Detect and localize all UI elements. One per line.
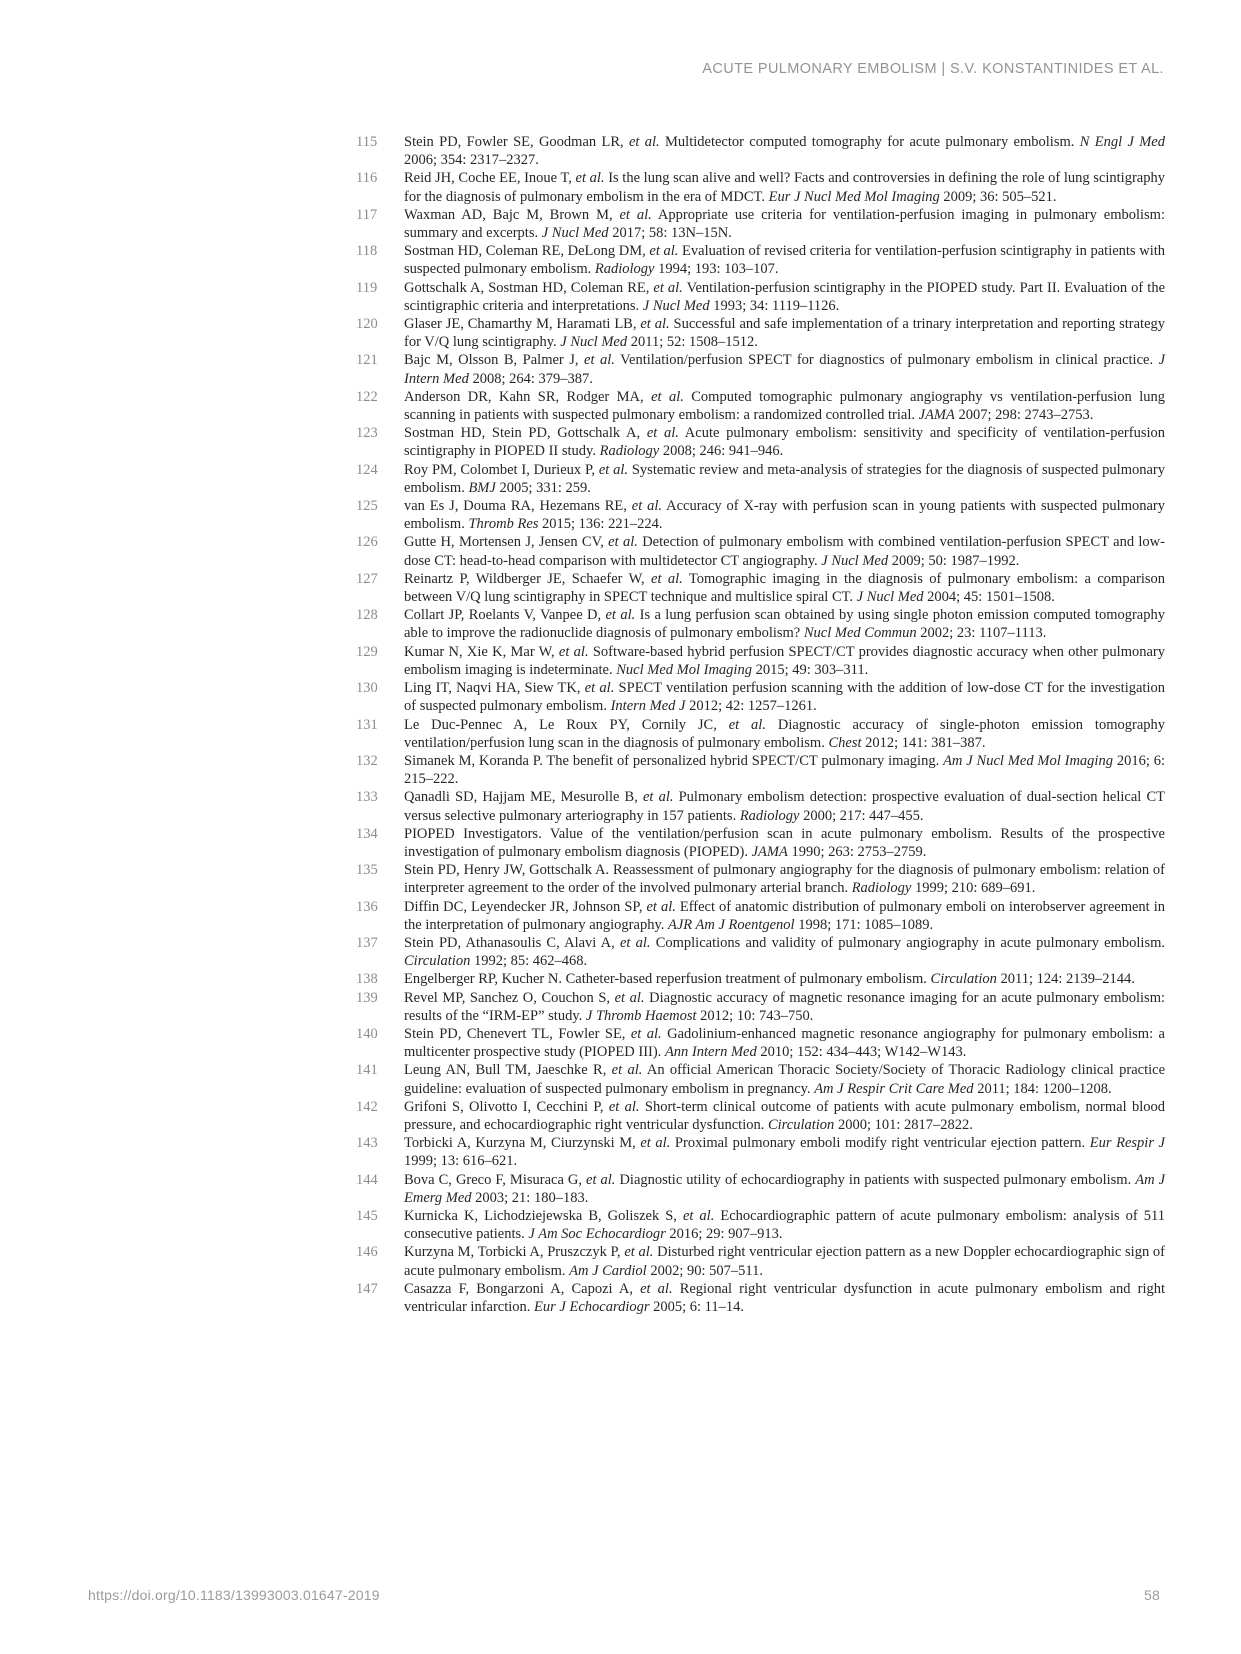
- reference-number: 119: [356, 279, 378, 296]
- reference-item: [356, 169, 1165, 205]
- reference-number: 124: [356, 461, 378, 478]
- reference-text: Kurnicka K, Lichodziejewska B, Goliszek S, et al. Echocardiographic pattern of acute pulmonary embolism: analysis of 511 consecutive patients. J Am Soc Echocardiogr 2016; 29: 907–913.: [404, 1207, 1165, 1243]
- reference-number: 121: [356, 352, 378, 369]
- reference-text: Stein PD, Fowler SE, Goodman LR, et al. Multidetector computed tomography for acute pulmonary embolism. N Engl J Med 2006; 354: 2317–2327.: [404, 134, 1165, 169]
- reference-number: 130: [356, 680, 378, 697]
- reference-item: [356, 825, 1165, 861]
- reference-item: [356, 1061, 1165, 1097]
- reference-item: [356, 643, 1165, 679]
- reference-item: [356, 1025, 1165, 1061]
- reference-text: Grifoni S, Olivotto I, Cecchini P, et al. Short-term clinical outcome of patients with acute pulmonary embolism, normal blood pressure, and echocardiographic right ventricular dysfunction. Circulation 2000; 101: 2817–2822.: [404, 1098, 1165, 1133]
- reference-item: [356, 279, 1165, 315]
- reference-text: Diffin DC, Leyendecker JR, Johnson SP, et al. Effect of anatomic distribution of pulmonary emboli on interobserver agreement in the interpretation of pulmonary angiography. AJR Am J Roentgenol 1998; 171: 1085–1089.: [404, 898, 1165, 933]
- reference-number: 146: [356, 1244, 378, 1261]
- reference-text: Bajc M, Olsson B, Palmer J, et al. Ventilation/perfusion SPECT for diagnostics of pulmonary embolism in clinical practice. J Intern Med 2008; 264: 379–387.: [404, 352, 1166, 387]
- reference-number: 118: [356, 243, 378, 260]
- page-number: 58: [1144, 1587, 1160, 1603]
- reference-item: [356, 934, 1165, 970]
- reference-number: 137: [356, 934, 378, 951]
- reference-item: [356, 716, 1165, 752]
- reference-text: Anderson DR, Kahn SR, Rodger MA, et al. Computed tomographic pulmonary angiography vs ventilation-perfusion lung scanning in patients with suspected pulmonary embolism: a randomized controlled trial. JAMA 2007; 298: 2743–2753.: [404, 388, 1165, 424]
- reference-text: Engelberger RP, Kucher N. Catheter-based reperfusion treatment of pulmonary embolism. Circulation 2011; 124: 2139–2144.: [404, 971, 1135, 988]
- reference-number: 127: [356, 570, 378, 587]
- reference-item: [356, 898, 1165, 934]
- doi-text: https://doi.org/10.1183/13993003.01647-2019: [88, 1587, 380, 1603]
- reference-text: Stein PD, Chenevert TL, Fowler SE, et al. Gadolinium-enhanced magnetic resonance angiography for pulmonary embolism: a multicenter prospective study (PIOPED III). Ann Intern Med 2010; 152: 434–443; W142–W143.: [404, 1025, 1165, 1061]
- reference-item: [356, 861, 1165, 897]
- reference-item: [356, 1171, 1165, 1207]
- reference-text: van Es J, Douma RA, Hezemans RE, et al. Accuracy of X-ray with perfusion scan in young patients with suspected pulmonary embolism. Thromb Res 2015; 136: 221–224.: [404, 498, 1166, 533]
- reference-text: Glaser JE, Chamarthy M, Haramati LB, et al. Successful and safe implementation of a trinary interpretation and reporting strategy for V/Q lung scintigraphy. J Nucl Med 2011; 52: 1508–1512.: [404, 316, 1166, 351]
- reference-text: Casazza F, Bongarzoni A, Capozi A, et al. Regional right ventricular dysfunction in acute pulmonary embolism and right ventricular infarction. Eur J Echocardiogr 2005; 6: 11–14.: [404, 1280, 1166, 1315]
- reference-text: Le Duc-Pennec A, Le Roux PY, Cornily JC, et al. Diagnostic accuracy of single-photon emission tomography ventilation/perfusion lung scan in the diagnosis of pulmonary embolism. Chest 2012; 141: 381–387.: [404, 716, 1166, 751]
- reference-text: Roy PM, Colombet I, Durieux P, et al. Systematic review and meta-analysis of strategies for the diagnosis of suspected pulmonary embolism. BMJ 2005; 331: 259.: [404, 461, 1166, 496]
- reference-text: Ling IT, Naqvi HA, Siew TK, et al. SPECT ventilation perfusion scanning with the addition of low-dose CT for the investigation of suspected pulmonary embolism. Intern Med J 2012; 42: 1257–1261.: [404, 680, 1165, 715]
- reference-item: [356, 752, 1165, 788]
- reference-number: 131: [356, 716, 378, 733]
- reference-number: 125: [356, 498, 378, 515]
- reference-text: Revel MP, Sanchez O, Couchon S, et al. Diagnostic accuracy of magnetic resonance imaging for an acute pulmonary embolism: results of the “IRM-EP” study. J Thromb Haemost 2012; 10: 743–750.: [404, 989, 1165, 1024]
- reference-number: 136: [356, 898, 378, 915]
- reference-number: 147: [356, 1280, 378, 1297]
- reference-item: [356, 461, 1165, 497]
- reference-list: [356, 133, 1165, 1316]
- reference-item: [356, 497, 1165, 533]
- page-footer: [88, 1587, 1160, 1603]
- reference-item: [356, 133, 1165, 169]
- reference-text: Qanadli SD, Hajjam ME, Mesurolle B, et al. Pulmonary embolism detection: prospective evaluation of dual-section helical CT versus selective pulmonary arteriography in 157 patients. Radiology 2000; 217: 447–455.: [404, 789, 1165, 824]
- reference-text: Collart JP, Roelants V, Vanpee D, et al. Is a lung perfusion scan obtained by using single photon emission computed tomography able to improve the radionuclide diagnosis of pulmonary embolism? Nucl Med Commun 2002; 23: 1107–1113.: [404, 607, 1165, 642]
- reference-text: Gutte H, Mortensen J, Jensen CV, et al. Detection of pulmonary embolism with combined ventilation-perfusion SPECT and low-dose CT: head-to-head comparison with multidetector CT angiography. J Nucl Med 2009; 50: 1987–1992.: [404, 534, 1165, 569]
- reference-text: Bova C, Greco F, Misuraca G, et al. Diagnostic utility of echocardiography in patients with suspected pulmonary embolism. Am J Emerg Med 2003; 21: 180–183.: [404, 1171, 1166, 1206]
- reference-text: Simanek M, Koranda P. The benefit of personalized hybrid SPECT/CT pulmonary imaging. Am J Nucl Med Mol Imaging 2016; 6: 215–222.: [404, 752, 1165, 788]
- reference-number: 135: [356, 862, 378, 879]
- reference-text: Kurzyna M, Torbicki A, Pruszczyk P, et al. Disturbed right ventricular ejection pattern as a new Doppler echocardiographic sign of acute pulmonary embolism. Am J Cardiol 2002; 90: 507–511.: [404, 1244, 1166, 1279]
- reference-number: 142: [356, 1098, 378, 1115]
- reference-text: Stein PD, Henry JW, Gottschalk A. Reassessment of pulmonary angiography for the diagnosis of pulmonary embolism: relation of interpreter agreement to the order of the involved pulmonary arterial branch. Radiology 1999; 210: 689–691.: [404, 862, 1165, 897]
- reference-item: [356, 388, 1165, 424]
- reference-item: [356, 315, 1165, 351]
- reference-number: 138: [356, 971, 378, 988]
- reference-item: [356, 788, 1165, 824]
- reference-number: 117: [356, 206, 378, 223]
- reference-number: 145: [356, 1207, 378, 1224]
- running-head: ACUTE PULMONARY EMBOLISM | S.V. KONSTANTINIDES ET AL.: [702, 61, 1164, 77]
- reference-number: 139: [356, 989, 378, 1006]
- reference-number: 128: [356, 607, 378, 624]
- reference-text: Leung AN, Bull TM, Jaeschke R, et al. An official American Thoracic Society/Society of Thoracic Radiology clinical practice guideline: evaluation of suspected pulmonary embolism in pregnancy. Am J Respir Crit Care Med 2011; 184: 1200–1208.: [404, 1062, 1165, 1097]
- reference-text: Waxman AD, Bajc M, Brown M, et al. Appropriate use criteria for ventilation-perfusion imaging in pulmonary embolism: summary and excerpts. J Nucl Med 2017; 58: 13N–15N.: [404, 206, 1165, 242]
- reference-number: 140: [356, 1025, 378, 1042]
- reference-text: Reinartz P, Wildberger JE, Schaefer W, et al. Tomographic imaging in the diagnosis of pulmonary embolism: a comparison between V/Q lung scintigraphy in SPECT technique and multislice spiral CT. J Nucl Med 2004; 45: 1501–1508.: [404, 570, 1166, 606]
- reference-item: [356, 1207, 1165, 1243]
- reference-item: [356, 989, 1165, 1025]
- reference-number: 143: [356, 1135, 378, 1152]
- reference-number: 120: [356, 316, 378, 333]
- reference-number: 116: [356, 170, 378, 187]
- reference-item: [356, 424, 1165, 460]
- reference-item: [356, 242, 1165, 278]
- reference-item: [356, 970, 1165, 988]
- reference-text: Kumar N, Xie K, Mar W, et al. Software-based hybrid perfusion SPECT/CT provides diagnostic accuracy when other pulmonary embolism imaging is indeterminate. Nucl Med Mol Imaging 2015; 49: 303–311.: [404, 643, 1165, 678]
- reference-text: Sostman HD, Coleman RE, DeLong DM, et al. Evaluation of revised criteria for ventilation-perfusion scintigraphy in patients with suspected pulmonary embolism. Radiology 1994; 193: 103–107.: [404, 243, 1165, 278]
- reference-text: Gottschalk A, Sostman HD, Coleman RE, et al. Ventilation-perfusion scintigraphy in the PIOPED study. Part II. Evaluation of the scintigraphic criteria and interpretations. J Nucl Med 1993; 34: 1119–1126.: [404, 279, 1166, 314]
- reference-number: 115: [356, 134, 378, 150]
- reference-item: [356, 1243, 1165, 1279]
- reference-item: [356, 533, 1165, 569]
- reference-item: [356, 206, 1165, 242]
- reference-number: 144: [356, 1171, 378, 1188]
- reference-item: [356, 1134, 1165, 1170]
- reference-item: [356, 1280, 1165, 1316]
- reference-number: 141: [356, 1062, 378, 1079]
- reference-item: [356, 606, 1165, 642]
- reference-text: Reid JH, Coche EE, Inoue T, et al. Is the lung scan alive and well? Facts and controversies in defining the role of lung scintigraphy for the diagnosis of pulmonary embolism in the era of MDCT. Eur J Nucl Med Mol Imaging 2009; 36: 505–521.: [404, 170, 1165, 205]
- reference-item: [356, 351, 1165, 387]
- reference-item: [356, 1098, 1165, 1134]
- reference-text: Torbicki A, Kurzyna M, Ciurzynski M, et al. Proximal pulmonary emboli modify right ventricular ejection pattern. Eur Respir J 1999; 13: 616–621.: [404, 1135, 1165, 1170]
- reference-number: 126: [356, 534, 378, 551]
- reference-number: 122: [356, 388, 378, 405]
- reference-text: PIOPED Investigators. Value of the ventilation/perfusion scan in acute pulmonary embolism. Results of the prospective investigation of pulmonary embolism diagnosis (PIOPED). JAMA 1990; 263: 2753–2759.: [404, 825, 1165, 860]
- reference-text: Stein PD, Athanasoulis C, Alavi A, et al. Complications and validity of pulmonary angiography in acute pulmonary embolism. Circulation 1992; 85: 462–468.: [404, 934, 1165, 970]
- reference-number: 132: [356, 752, 378, 769]
- reference-number: 123: [356, 425, 378, 442]
- reference-item: [356, 570, 1165, 606]
- reference-text: Sostman HD, Stein PD, Gottschalk A, et al. Acute pulmonary embolism: sensitivity and specificity of ventilation-perfusion scintigraphy in PIOPED II study. Radiology 2008; 246: 941–946.: [404, 425, 1165, 460]
- reference-number: 133: [356, 789, 378, 806]
- reference-number: 134: [356, 825, 378, 842]
- reference-number: 129: [356, 643, 378, 660]
- reference-item: [356, 679, 1165, 715]
